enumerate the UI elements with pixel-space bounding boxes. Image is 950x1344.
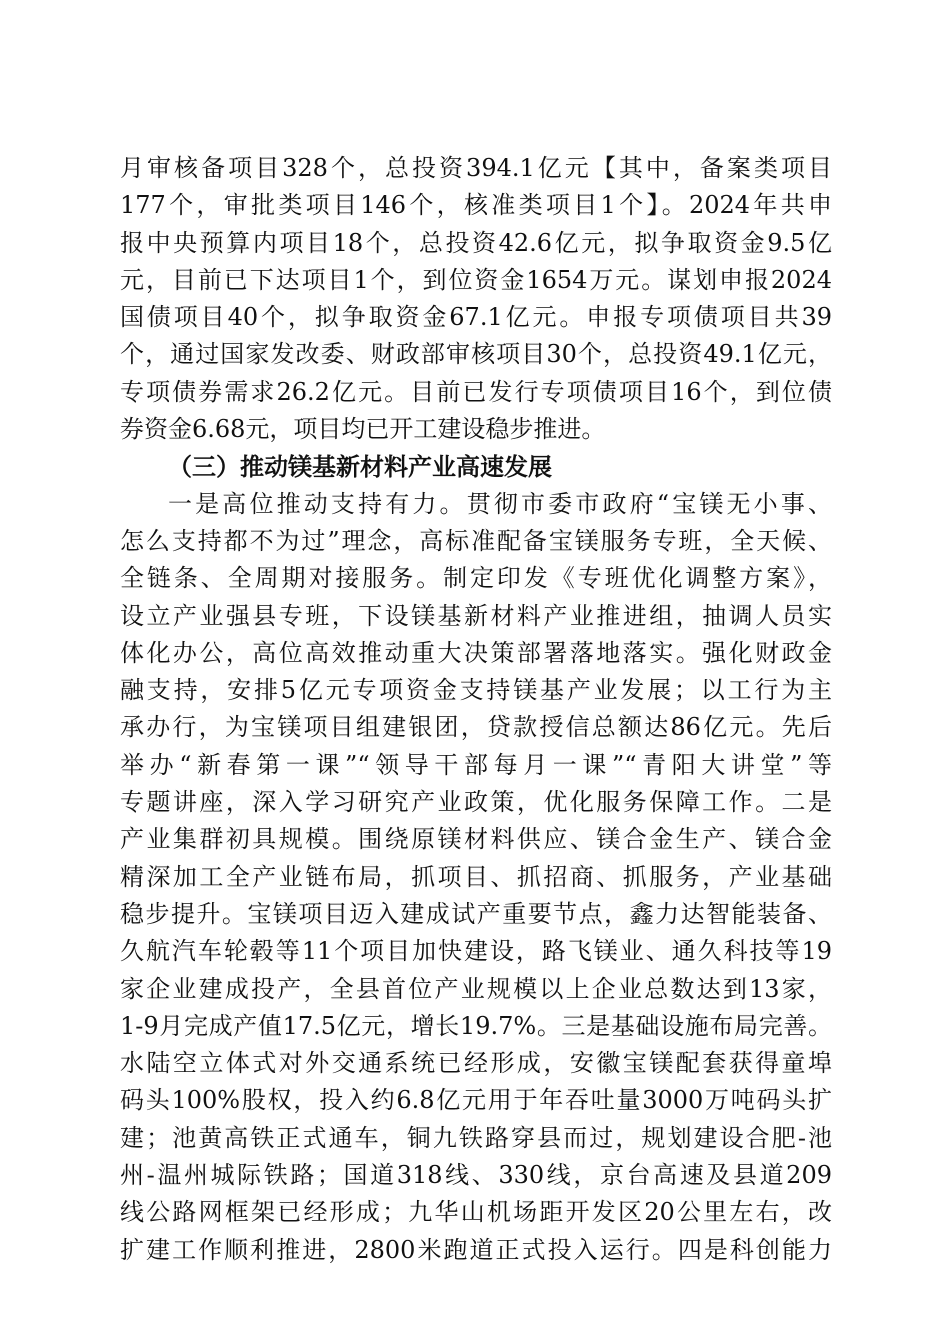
- text-line: 元，目前已下达项目1个，到位资金1654万元。谋划申报2024: [120, 265, 832, 294]
- text-line: 产业集群初具规模。围绕原镁材料供应、镁合金生产、镁合金: [120, 825, 832, 854]
- text-line: 码头100%股权，投入约6.8亿元用于年吞吐量3000万吨码头扩: [120, 1086, 832, 1115]
- text-line: 月审核备项目328个，总投资394.1亿元【其中，备案类项目: [120, 154, 832, 182]
- text-line: 精深加工全产业链布局，抓项目、抓招商、抓服务，产业基础: [120, 862, 832, 891]
- text-line: 怎么支持都不为过”理念，高标准配备宝镁服务专班，全天候、: [120, 526, 832, 555]
- text-line: 线公路网框架已经形成；九华山机场距开发区20公里左右，改: [120, 1198, 832, 1227]
- text-line: 报中央预算内项目18个，总投资42.6亿元，拟争取资金9.5亿: [120, 228, 832, 257]
- text-line: 专题讲座，深入学习研究产业政策，优化服务保障工作。二是: [120, 788, 832, 817]
- text-line: 设立产业强县专班，下设镁基新材料产业推进组，抽调人员实: [120, 601, 832, 630]
- text-line: 1-9月完成产值17.5亿元，增长19.7%。三是基础设施布局完善。: [120, 1011, 832, 1040]
- text-line: 举办“新春第一课”“领导干部每月一课”“青阳大讲堂”等: [120, 750, 832, 779]
- text-line: 承办行，为宝镁项目组建银团，贷款授信总额达86亿元。先后: [120, 713, 832, 742]
- text-line: 家企业建成投产，全县首位产业规模以上企业总数达到13家，: [120, 974, 832, 1003]
- text-line: 个，通过国家发改委、财政部审核项目30个，总投资49.1亿元，: [120, 340, 832, 369]
- text-line: 专项债券需求26.2亿元。目前已发行专项债项目16个，到位债: [120, 377, 832, 406]
- text-line: 扩建工作顺利推进，2800米跑道正式投入运行。四是科创能力: [120, 1235, 832, 1264]
- text-line: 久航汽车轮毂等11个项目加快建设，路飞镁业、通久科技等19: [120, 937, 832, 966]
- text-line: 水陆空立体式对外交通系统已经形成，安徽宝镁配套获得童埠: [120, 1049, 832, 1078]
- text-line: 全链条、全周期对接服务。制定印发《专班优化调整方案》，: [120, 564, 832, 593]
- text-line: 177个，审批类项目146个，核准类项目1个】。2024年共申: [120, 191, 832, 220]
- body-text: [120, 150, 832, 1269]
- text-line: 融支持，安排5亿元专项资金支持镁基产业发展；以工行为主: [120, 676, 832, 705]
- text-line: 国债项目40个，拟争取资金67.1亿元。申报专项债项目共39: [120, 303, 832, 332]
- text-line: 建；池黄高铁正式通车，铜九铁路穿县而过，规划建设合肥-池: [120, 1123, 832, 1152]
- text-line: 一是高位推动支持有力。贯彻市委市政府“宝镁无小事、: [168, 489, 832, 518]
- section-heading: （三）推动镁基新材料产业高速发展: [168, 452, 552, 482]
- text-line: 体化办公，高位高效推动重大决策部署落地落实。强化财政金: [120, 638, 832, 667]
- text-line: 券资金6.68元，项目均已开工建设稳步推进。: [120, 415, 606, 444]
- text-line: 州-温州城际铁路；国道318线、330线，京台高速及县道209: [120, 1161, 832, 1190]
- text-line: 稳步提升。宝镁项目迈入建成试产重要节点，鑫力达智能装备、: [120, 899, 832, 928]
